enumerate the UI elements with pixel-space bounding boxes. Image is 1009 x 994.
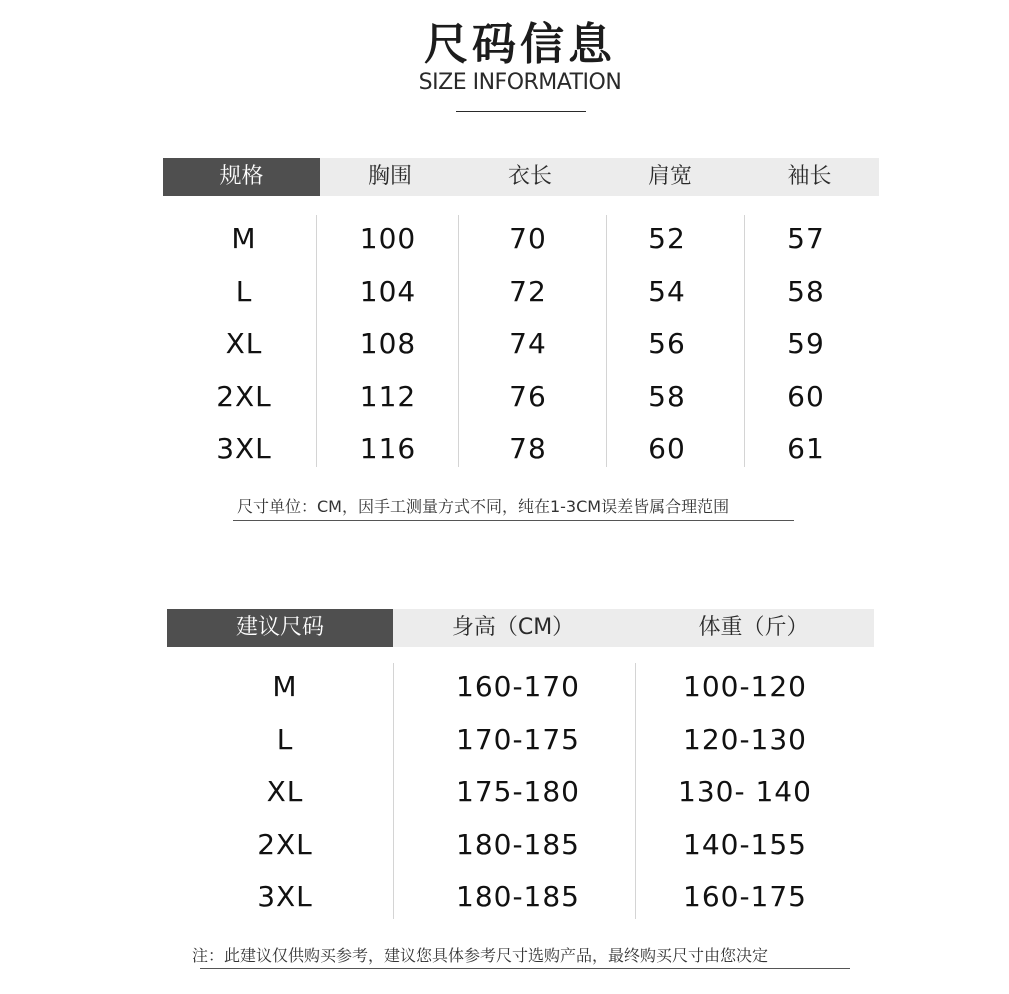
shoulder-value: 54 <box>648 275 686 308</box>
size-label: M <box>231 222 257 255</box>
recommend-size-label: 3XL <box>257 880 313 913</box>
weight-range: 100-120 <box>683 670 807 703</box>
sleeve-value: 61 <box>787 432 825 465</box>
weight-range: 120-130 <box>683 723 807 756</box>
chest-value: 112 <box>359 380 417 413</box>
length-value: 74 <box>509 327 547 360</box>
recommend-size-label: 2XL <box>257 828 313 861</box>
length-value: 76 <box>509 380 547 413</box>
shoulder-value: 52 <box>648 222 686 255</box>
chest-value: 116 <box>359 432 417 465</box>
page-subtitle: SIZE INFORMATION <box>418 70 622 95</box>
recommend-col-divider <box>635 663 636 919</box>
weight-range: 140-155 <box>683 828 807 861</box>
size-label: L <box>235 275 253 308</box>
height-range: 175-180 <box>456 775 580 808</box>
size-note-underline <box>233 520 794 521</box>
shoulder-value: 60 <box>648 432 686 465</box>
sleeve-value: 58 <box>787 275 825 308</box>
height-range: 170-175 <box>456 723 580 756</box>
recommend-note-underline <box>200 968 850 969</box>
sleeve-value: 60 <box>787 380 825 413</box>
chest-value: 104 <box>359 275 417 308</box>
recommend-col-header-weight: 体重（斤） <box>698 615 809 640</box>
length-value: 72 <box>509 275 547 308</box>
recommend-col-header-size: 建议尺码 <box>167 609 393 647</box>
size-col-header-shoulder: 肩宽 <box>647 164 692 189</box>
recommend-size-label: L <box>276 723 294 756</box>
recommend-col-header-height: 身高（CM） <box>451 615 575 640</box>
recommend-size-label: M <box>272 670 298 703</box>
weight-range: 160-175 <box>683 880 807 913</box>
size-table-header <box>163 158 879 196</box>
size-col-header-length: 衣长 <box>507 164 552 189</box>
title-divider <box>456 111 586 112</box>
size-col-divider <box>744 215 745 467</box>
size-col-header-chest: 胸围 <box>367 164 412 189</box>
size-col-divider <box>316 215 317 467</box>
shoulder-value: 56 <box>648 327 686 360</box>
size-col-header-sleeve: 袖长 <box>787 164 832 189</box>
recommend-table-header <box>167 609 874 647</box>
size-table-note: 尺寸单位：CM，因手工测量方式不同，纯在1-3CM误差皆属合理范围 <box>237 497 730 516</box>
height-range: 180-185 <box>456 880 580 913</box>
recommend-size-label: XL <box>266 775 304 808</box>
size-label: 2XL <box>216 380 272 413</box>
recommend-table-note: 注：此建议仅供购买参考，建议您具体参考尺寸选购产品，最终购买尺寸由您决定 <box>192 946 769 965</box>
sleeve-value: 59 <box>787 327 825 360</box>
size-label: XL <box>225 327 263 360</box>
weight-range: 130- 140 <box>678 775 812 808</box>
size-col-header-spec: 规格 <box>163 158 320 196</box>
size-label: 3XL <box>216 432 272 465</box>
height-range: 180-185 <box>456 828 580 861</box>
size-col-divider <box>458 215 459 467</box>
length-value: 70 <box>509 222 547 255</box>
shoulder-value: 58 <box>648 380 686 413</box>
recommend-col-divider <box>393 663 394 919</box>
height-range: 160-170 <box>456 670 580 703</box>
length-value: 78 <box>509 432 547 465</box>
page-title: 尺码信息 <box>424 19 616 70</box>
chest-value: 100 <box>359 222 417 255</box>
chest-value: 108 <box>359 327 417 360</box>
sleeve-value: 57 <box>787 222 825 255</box>
